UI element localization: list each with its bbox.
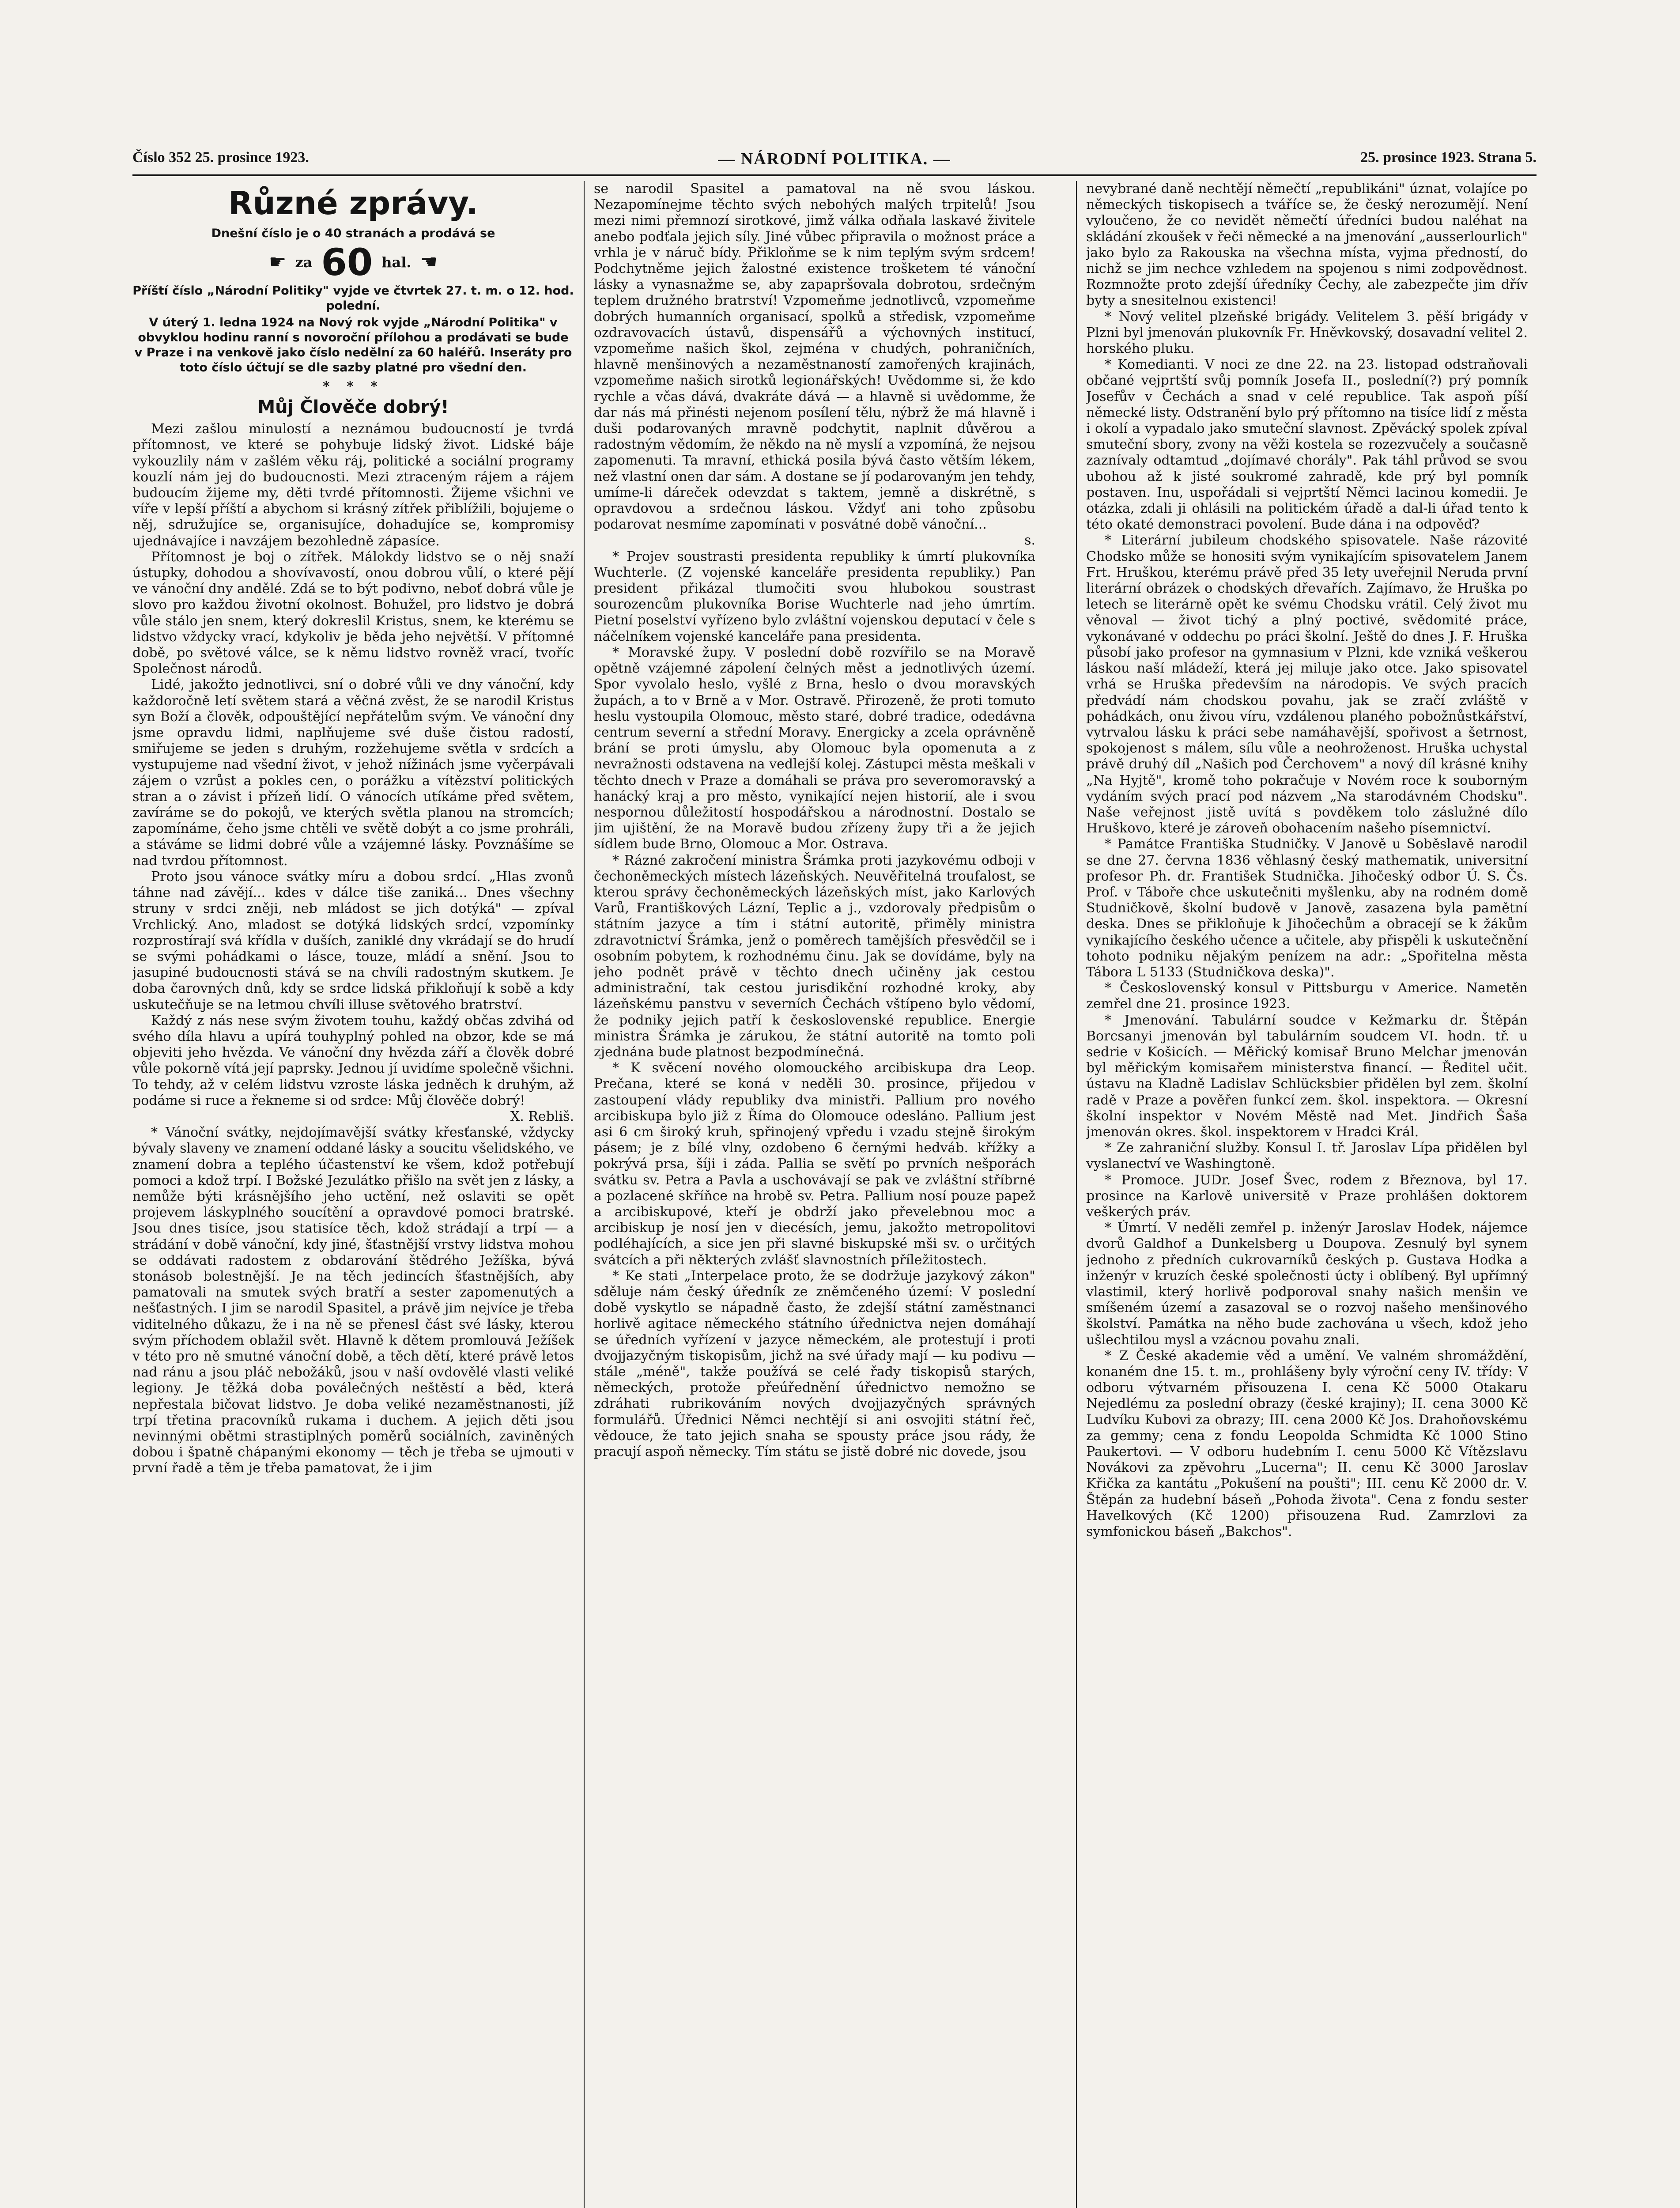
news-item: * Nový velitel plzeňské brigády. Velitelem 3. pěší brigády v Plzni byl jmenován plukovník Fr. Hněvkovský, dosavadní velitel 2. horského pluku. [1086,309,1528,357]
newspaper-masthead: — NÁRODNÍ POLITIKA. — [718,150,951,168]
news-item: * Z České akademie věd a umění. Ve valném shromáždění, konaném dne 15. t. m., prohlášeny byly výroční ceny IV. třídy: V odboru výtvarném přisouzena I. cena Kč 5000 Otakaru Nejedlému za poslední obrazy (české krajiny); II. cena 3000 Kč Ludvíku Kubovi za obrazy; III. cena 2000 Kč Jos. Drahoňovskému za gemmy; cena z fondu Leopolda Schmidta Kč 1000 Stino Paukertovi. — V odboru hudebním I. cenu 5000 Kč Vítězslavu Novákovi za zpěvohru „Lucerna"; II. cenu Kč 3000 Jaroslav Křička za kantátu „Pokušení na poušti"; III. cenu Kč 2000 dr. V. Štěpán za hudební báseň „Pohoda života". Cena z fondu sester Havelkových (Kč 1200) přisouzena Rud. Zamrzlovi za symfonickou báseň „Bakchos". [1086,1348,1528,1540]
article-paragraph: * Vánoční svátky, nejdojímavější svátky křesťanské, vždycky bývaly slaveny ve znamení oddané lásky a soucitu všelidského, ve znamení dobra a teplého účastenství ke všem, kdož potřebují pomoci a kdož trpí. I Božské Jezulátko přišlo na svět jen z lásky, a nemůže býti krásnějšího jeho uctění, než oslaviti se opět projevem láskyplného soucítění a opravdové pomoci bratrské. Jsou dnes tisíce, jsou statisíce těch, kdož strádají a trpí — a strádání v době vánoční, kdy jiné, šťastnější vrstvy lidstva mohou se oddávati radostem z obdarování štědrého Ježíška, bývá stonásob bolestnější. Je na těch jedincích šťastnějších, aby pamatovali na smutek svých bratří a sester zapomenutých a nešťastných. I jim se narodil Spasitel, a právě jim nejvíce je třeba viditelného důkazu, že i na ně se přenesl část své lásky, kterou svým příchodem oblažil svět. Hlavně k dětem promlouvá Ježíšek v této pro ně smutné vánoční době, a těch dětí, které právě letos nad ránu a jsou pláč nebožáků, jsou v naší ovdovělé vlasti veliké legiony. Je těžká doba poválečných neštěstí a běd, která nepřestala bičovat lidstvo. Je doba veliké nezaměstnanosti, jíž trpí třetina pracovníků rukama i duchem. A jejich děti jsou nevinnými obětmi strastiplných poměrů sociálních, zaviněných dobou i špatně chápanými ekonomy — těch je třeba se ujmouti v první řadě a těm je třeba pamatovat, že i jim [132,1125,574,1476]
news-item: * Literární jubileum chodského spisovatele. Naše rázovité Chodsko může se honositi svým vynikajícím spisovatelem Janem Frt. Hruškou, kterému právě před 35 lety uveřejnil Neruda první literární obrázek o chodských dřevařích. Zajímavo, že Hruška po letech se literárně opět ke svému Chodsku vrátil. Celý život mu věnoval — život tichý a plný poctivé, svědomité práce, vykonávané v oddechu po práci školní. Ještě do dnes J. F. Hruška působí jako profesor na gymnasium v Plzni, kde vzniká veškerou láskou naší mládeží, která jej miluje jako otce. Jako spisovatel vrhá se Hruška především na národopis. Ve svých pracích předvádí nám chodskou povahu, jak se zračí zvláště v pohádkách, onu živou víru, vzdálenou planého pobožnůstkářství, vytrvalou lásku k práci sebe namáhavější, spořivost a šetrnost, spokojenost s málem, sílu vůle a neohroženost. Hruška uchystal právě druhý díl „Našich pod Čerchovem" a nový díl krásné knihy „Na Hyjtě", kromě toho pokračuje v Novém roce k souborným vydáním svých prací pod názvem „Na starodávném Chodsku". Naše veřejnost jistě uvítá s povděkem tolo záslužné dílo Hruškovo, které je zároveň obohacením našeho písemnictví. [1086,533,1528,836]
article-signature: s. [1024,533,1035,548]
column-1 [132,181,574,2208]
news-item: * K svěcení nového olomouckého arcibiskupa dra Leop. Prečana, které se koná v neděli 30. prosince, přijedou v zastoupení vlády republiky dva ministři. Pallium pro nového arcibiskupa bylo již z Říma do Olomouce odesláno. Pallium jest asi 6 cm široký kruh, spřinojený vpředu i vzadu stejně širokým pásem; je z bílé vlny, ozdobeno 6 černými hedváb. křížky a pokrývá prsa, šíji i záda. Pallia se světí po prvních nešporách svátku sv. Petra a Pavla a uschovávají se pak ve zvláštní stříbrné a pozlacené skříňce na hrobě sv. Petra. Pallium nosí pouze papež a arcibiskupové, kteří je obdrží jako převelebnou moc a arcibiskup je nosí jen v diecésích, jemu, jakožto metropolitovi podléhajících, a sice jen při slavné biskupské mši sv. o určitých svátcích a při některých zvlášť slavnostních příležitostech. [594,1060,1035,1268]
date-page-number: 25. prosince 1923. Strana 5. [1360,149,1537,166]
article-paragraph: Proto jsou vánoce svátky míru a dobou srdcí. „Hlas zvonů táhne nad závějí... kdes v dálce tiše zaniká... Dnes všechny struny v srdci zněji, neb mládost se jich dotýká" — zpíval Vrchlický. Ano, mladost se dotýká lidských srdcí, vzpomínky rozprostírají svá křídla v duších, zaniklé dny vkrádají se do hrudí se svými pohádkami o lásce, touze, mládí a snění. Jsou to jasupiné budoucnosti stává se na chvíli radostným skutkem. Je doba čarovných dnů, kdy se srdce lidská přikloňují k sobě a kdy uskutečňuje se na letmou chvíli illuse světového bratrství. [132,869,574,1013]
article-signature: X. Rebliš. [510,1108,574,1124]
price-notice: Dnešní číslo je o 40 stranách a prodává se [211,227,495,240]
news-item: * Úmrtí. V neděli zemřel p. inženýr Jaroslav Hodek, nájemce dvorů Galdhof a Dunkelsberg u Doupova. Zesnulý byl synem jednoho z předních cukrovarníků českých p. Gustava Hodka a inženýr v kruzích české společnosti úcty i oblíbený. Byl upřímný vlastimil, který horlivě podporoval snahy našich menšin ve smíšeném území a zasazoval se o rozvoj našeho menšinového školství. Památka na něho bude zachována u všech, kdož jeho ušlechtilou mysl a vzácnou povahu znali. [1086,1220,1528,1348]
article-paragraph: se narodil Spasitel a pamatoval na ně svou láskou. Nezapomínejme těchto svých nebohých malých trpitelů! Jsou mezi nimi přemnozí sirotkové, jimž válka odňala laskavé živitele anebo podťala jejich síly. Jiné vůbec připravila o možnost práce a vrhla je v náruč bídy. Přikloňme se k nim teplým svým srdcem! Podchytněme jejich žalostné existence trošketem té vánoční lásky a vynasnažme se, aby zapapršovala dobrotou, srdečným teplem družného bratrství! Vzpomeňme jednotlivců, vzpomeňme dobrých humanních organisací, spolků a středisk, vzpomeňme ozdravovacích ústavů, dispensářů a výchovných institucí, vzpomeňme našich škol, zejména v chudých, pohraničních, hlavně menšinových a nezaměstnaností zamořených krajinách, vzpomeňme našich sirotků legionářských! Uvědomme si, že kdo rychle a včas dává, dvakráte dává — a hlavně si uvědomme, že dar nás má přinésti nejenom posílení tělu, nýbrž že má hlavně i duši podarovaných mravně podchytit, naplnit důvěrou a radostným vědomím, že někdo na ně myslí a vzpomíná, že nejsou zapomenuti. Ta mravní, ethická posila bývá často větším lékem, než vlastní onen dar sám. A dostane se jí podarovaným jen tehdy, umíme-li dáreček odevzdat s taktem, jemně a diskrétně, s opravdovou a srdečnou láskou. Vždyť ani toho způsobu podarovat nesmíme zapomínati v posvátné době vánoční... [594,181,1035,533]
next-issue-notice: Příští číslo „Národní Politiky" vyjde ve čtvrtek 27. t. m. o 12. hod. polední. [132,284,574,313]
news-item: * Československý konsul v Pittsburgu v Americe. Nametěn zemřel dne 21. prosince 1923. [1086,980,1528,1012]
article-paragraph: Každý z nás nese svým životem touhu, každý občas zdvihá od svého díla hlavu a upírá touhyplný pohled na obzor, kde se má objeviti jeho hvězda. Ve vánoční dny hvězda září a člověk dobré vůle pokorně vítá její paprsky. Jednou jí uvidíme společně všichni. To tehdy, až v celém lidstvu vzroste láska jedněch k druhým, až podáme si ruce a řekneme si od srdce: Můj člověče dobrý! [132,1013,574,1108]
news-item: * Komedianti. V noci ze dne 22. na 23. listopad odstraňovali občané vejprtští svůj pomník Josefa II., poslední(?) prý pomník Josefův v Čechách a snad v celé republice. Tak aspoň píší německé listy. Odstranění bylo prý přítomno na tisíce lidí z města i okolí a vypadalo jako smuteční slavnost. Zpěvácký spolek zpíval smuteční sbory, zvony na věži kostela se rozezvučely a současně zaznívaly odtamtud „dojímavé chorály". Pak táhl průvod se svou ubohou až k jisté soukromé zahradě, kde prý byl pomník postaven. Inu, uspořádali si vejprtští Němci lacinou komedii. Je otázka, zdali ji ohlásili na politickém úřadě a dal-li úřad tento k této okaté demonstraci povolení. Bude dána i na odpověď? [1086,357,1528,533]
column-divider [1076,181,1077,2208]
news-item: * Rázné zakročení ministra Šrámka proti jazykovému odboji v čechoněmeckých místech lázeňských. Neuvěřitelná troufalost, se kterou správy čechoněmeckých lázeňských míst, jako Karlových Varů, Františkových Lázní, Teplic a j., vzdorovaly předpisům o státním jazyce a tím i státní autoritě, přiměly ministra zdravotnictví Šrámka, jenž o poměrech tamějších přesvědčil se i osobním pobytem, k rozhodnému činu. Jak se dovídáme, byly na jeho podnět právě v těchto dnech učiněny jak cestou administrační, tak cestou jurisdikční rozhodné kroky, aby lázeňskému panstvu v severních Čechách vštípeno bylo vědomí, že podniky jejich patří k československé republice. Energie ministra Šrámka je zárukou, že státní autoritě na tomto poli zjednána bude platnost bezpodmínečná. [594,852,1035,1060]
news-item: * Projev soustrasti presidenta republiky k úmrtí plukovníka Wuchterle. (Z vojenské kanceláře presidenta republiky.) Pan president přikázal tlumočiti svou hlubokou soustrast sourozencům plukovníka Borise Wuchterle nad jeho úmrtím. Pietní poselství vyřízeno bylo zvláštní vojenskou deputací v čele s náčelníkem vojenské kanceláře pana presidenta. [594,548,1035,644]
price-value: 60 [321,241,373,284]
news-item: * Ke stati „Interpelace proto, že se dodržuje jazykový zákon" sděluje nám český úředník ze zněmčeného území: V poslední době vyskytlo se nápadně často, že zdejší státní zaměstnanci horlivě agitace německého státního úřednictva nejen domáhají se úředních vyřízení v jazyce německém, ale protestují i proti dvojjazyčným tiskopisům, jichž na své úřady mají — ku podivu — stále „méně", takže používá se celé řady tiskopisů starých, německých, protože přeúřednění úřednictvo nemožno se zdráhati rubrikováním nových dvojjazyčných správných formulářů. Úřednici Němci nechtějí si ani osvojiti státní řeč, vědouce, že tato jejich snaha se spousty práce jsou rády, že pracují aspoň německy. Tím státu se jistě dobré nic dovede, jsou [594,1268,1035,1460]
column-divider [584,181,585,2208]
pointing-hand-left-icon: ☚ [420,250,438,273]
issue-number-date: Číslo 352 25. prosince 1923. [132,149,309,166]
pointing-hand-right-icon: ☛ [268,250,287,273]
column-3 [1086,181,1528,2208]
header-rule [132,174,1537,176]
column-2 [594,181,1035,2208]
article-paragraph: Lidé, jakožto jednotlivci, sní o dobré vůli ve dny vánoční, kdy každoročně letí světem stará a věčná zvěst, že se narodil Kristus syn Boží a člověk, odpouštějící nepřátelům svým. Ve vánoční dny jsme opravdu lidmi, naplňujeme své duše čistou radostí, smiřujeme se jeden s druhým, rozžehujeme světla v srdcích a vystupujeme nad všední život, v jehož nížinách jsme vyčerpávali zájem o vzrůst a pokles cen, o porážku a vítězství politických stran a o závist i přízeň lidí. O vánocích utíkáme před světem, zavíráme se do pokojů, ve kterých světla planou na stromcích; zapomínáme, čeho jsme chtěli ve světě dobýt a co jsme prohráli, a stáváme se lidmi dobré vůle a vzájemné lásky. Povznášíme se nad tvrdou přítomnost. [132,677,574,869]
price-line [132,241,574,284]
new-year-notice: V úterý 1. ledna 1924 na Nový rok vyjde „Národní Politika" v obvyklou hodinu ranní s novoroční přílohou a prodávati se bude v Praze i na venkově jako číslo nedělní za 60 haléřů. Inseráty pro toto číslo účtují se dle sazby platné pro všední den. [134,316,572,374]
price-za: za [295,253,313,271]
section-title: Různé zprávy. [228,185,478,222]
article-title: Můj Člověče dobrý! [257,397,449,418]
news-item: * Památce Františka Studničky. V Janově u Soběslavě narodil se dne 27. června 1836 věhlasný český mathematik, universitní profesor Ph. dr. František Studnička. Jihočeský odbor Ú. S. Čs. Prof. v Táboře chce uskutečniti myšlenku, aby na rodném domě Studničkově, školní budově v Janově, zasazena byla pamětní deska. Dnes se přikloňuje k Jihočechům a obracejí se k žákům vynikajícího českého učence a učitele, aby přispěli k uskutečnění tohoto podniku nějakým penízem na adr.: „Spořitelna města Tábora L 5133 (Studničkova deska)". [1086,836,1528,980]
news-item: * Ze zahraniční služby. Konsul I. tř. Jaroslav Lípa přidělen byl vyslanectví ve Washingtoně. [1086,1140,1528,1172]
news-item: * Moravské župy. V poslední době rozvířilo se na Moravě opětně vzájemné zápolení čelných měst a jednotlivých území. Spor vyvolalo heslo, vyšlé z Brna, heslo o dvou moravských župách, a to v Brně a v Mor. Ostravě. Přirozeně, že proti tomuto heslu vystoupila Olomouc, město staré, dobré tradice, odedávna centrum severní a střední Moravy. Energicky a zcela oprávněně brání se proti úmyslu, aby Olomouc byla opomenuta a z nevražnosti odstavena na vedlejší kolej. Zástupci města meškali v těchto dnech v Praze a domáhali se práva pro severomoravský a hanácký kraj a pro město, vynikající nejen historií, ale i svou nespornou důležitostí hospodářskou a národnostní. Dostalo se jim ujištění, že na Moravě budou zřízeny župy tři a že jejich sídlem bude Brno, Olomouc a Mor. Ostrava. [594,644,1035,852]
news-item: nevybrané daně nechtějí němečtí „republikáni" úznat, volajíce po německých tiskopisech a tváříce se, že český nerozumějí. Není vyloučeno, že co nevidět němečtí úředníci budou naléhat na skládání zkoušek v řeči německé a na jmenování „ausserlourlich" jako bylo za Rakouska na všechna místa, vyjma předností, do nichž se jim nechce vzhledem na spojenou s nimi zodpovědnost. Rozmnožte proto zdejší úředníky Čechy, ale zabezpečte jim dřív byty a snesitelnou existenci! [1086,181,1528,309]
article-paragraph: Mezi zašlou minulostí a neznámou budoucností je tvrdá přítomnost, ve které se pohybuje lidský život. Lidské báje vykouzlily nám v zašlém věku ráj, politické a sociální programy kouzlí nám jej do budoucnosti. Mezi ztraceným rájem a rájem budoucím žijeme my, děti tvrdé přítomnosti. Žijeme všichni ve víře v lepší příští a abychom si krásný zítřek přiblížili, bojujeme o něj, sdružujíce se, organisujíce, dohadujíce se, kompromisy ujednávajíce i navzájem bezohledně zápasíce. [132,421,574,549]
news-item: * Promoce. JUDr. Josef Švec, rodem z Březnova, byl 17. prosince na Karlově universitě v Praze prohlášen doktorem veškerých práv. [1086,1172,1528,1220]
separator-stars: * * * [323,379,384,394]
news-item: * Jmenování. Tabulární soudce v Kežmarku dr. Štěpán Borcsanyi jmenován byl tabulárním soudcem VI. hodn. tř. u sedrie v Košicích. — Měřický komisař Bruno Melchar jmenován byl měřickým komisařem ministerstva financí. — Ředitel učit. ústavu na Kladně Ladislav Schlücksbier přidělen byl zem. školní radě v Praze a pověřen funkcí zem. škol. inspektora. — Okresní školní inspektor v Novém Městě nad Met. Jindřich Šaša jmenován okres. škol. inspektorem v Hradci Král. [1086,1012,1528,1140]
article-paragraph: Přítomnost je boj o zítřek. Málokdy lidstvo se o něj snaží ústupky, dohodou a shovívavostí, onou dobrou vůlí, o které pějí ve vánoční dny andělé. Zdá se to být podivno, neboť dobrá vůle je slovo pro každou životní okolnost. Bohužel, pro lidstvo je dobrá vůle stálo jen snem, který dokreslil Kristus, snem, ke kterému se lidstvo vždycky vrací, kdykoliv je běda jeho největší. V přítomné době, po světové válce, se k němu lidstvo rovněž vrací, tvoříc Společnost národů. [132,549,574,677]
price-unit: hal. [381,253,412,271]
